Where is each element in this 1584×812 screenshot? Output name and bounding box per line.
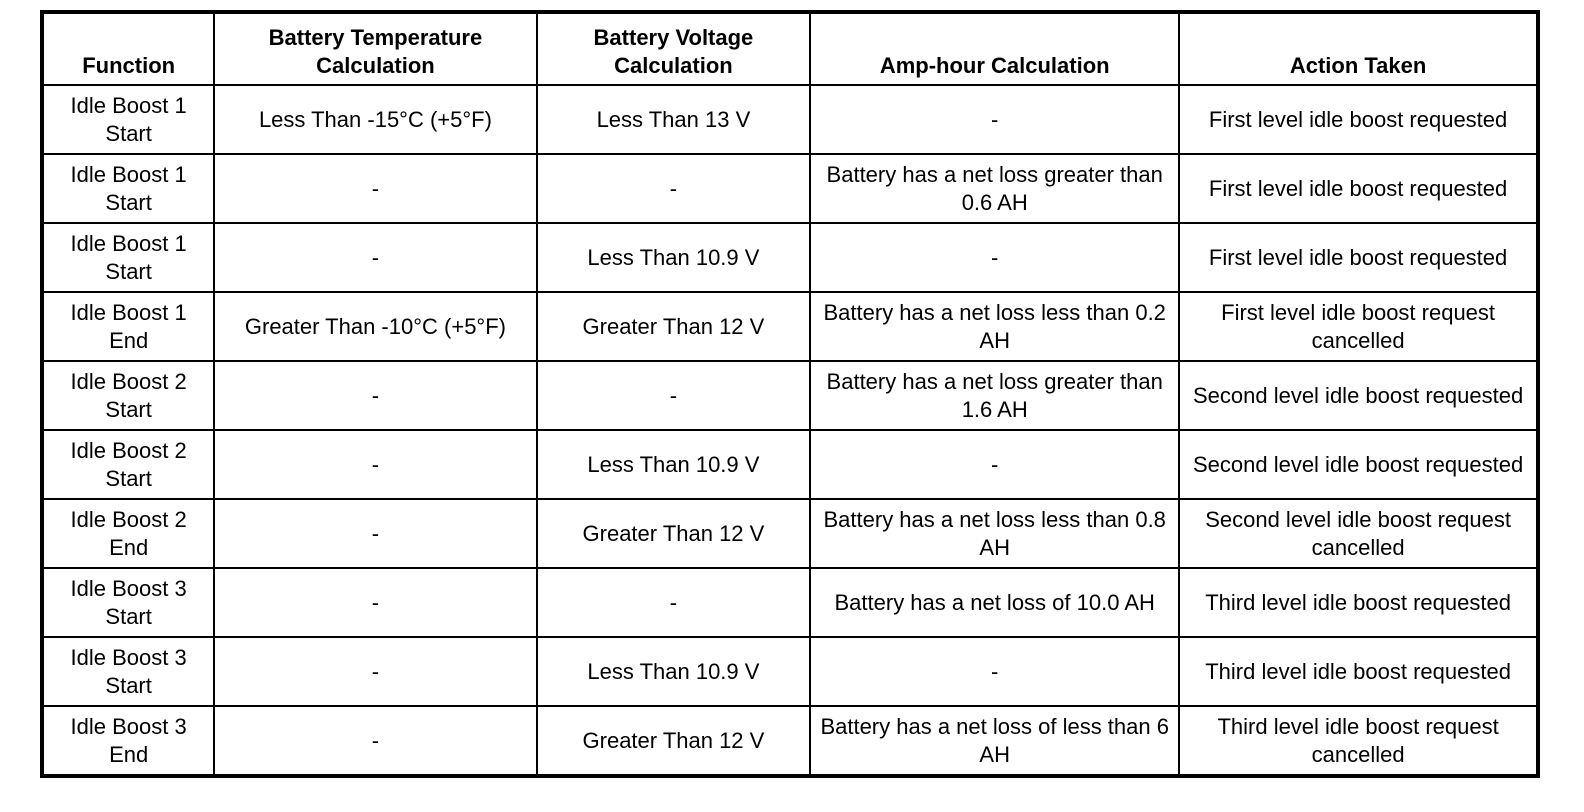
cell-amp-hour: Battery has a net loss of 10.0 AH (810, 568, 1179, 637)
cell-battery-voltage: Greater Than 12 V (537, 499, 811, 568)
cell-function: Idle Boost 1 Start (42, 85, 214, 154)
table-row (42, 361, 1538, 430)
table-row (42, 499, 1538, 568)
cell-action-taken: Third level idle boost requested (1179, 568, 1538, 637)
cell-amp-hour: Battery has a net loss less than 0.8 AH (810, 499, 1179, 568)
cell-battery-temperature: - (214, 637, 536, 706)
cell-amp-hour: Battery has a net loss greater than 1.6 AH (810, 361, 1179, 430)
cell-function: Idle Boost 1 Start (42, 223, 214, 292)
table-row (42, 154, 1538, 223)
header-function: Function (42, 12, 214, 85)
cell-battery-temperature: Less Than -15°C (+5°F) (214, 85, 536, 154)
cell-battery-voltage: Less Than 10.9 V (537, 430, 811, 499)
cell-battery-temperature: Greater Than -10°C (+5°F) (214, 292, 536, 361)
cell-amp-hour: - (810, 223, 1179, 292)
header-battery-temperature: Battery Temperature Calculation (214, 12, 536, 85)
cell-battery-temperature: - (214, 706, 536, 776)
cell-battery-temperature: - (214, 499, 536, 568)
cell-amp-hour: - (810, 637, 1179, 706)
cell-battery-voltage: Less Than 10.9 V (537, 223, 811, 292)
cell-battery-voltage: Greater Than 12 V (537, 292, 811, 361)
idle-boost-table (40, 10, 1540, 778)
cell-battery-voltage: - (537, 568, 811, 637)
cell-battery-temperature: - (214, 430, 536, 499)
cell-action-taken: Second level idle boost request cancelled (1179, 499, 1538, 568)
table-row (42, 706, 1538, 776)
cell-amp-hour: Battery has a net loss less than 0.2 AH (810, 292, 1179, 361)
cell-function: Idle Boost 3 End (42, 706, 214, 776)
cell-battery-voltage: Less Than 10.9 V (537, 637, 811, 706)
cell-battery-voltage: - (537, 361, 811, 430)
table-row (42, 223, 1538, 292)
cell-function: Idle Boost 3 Start (42, 637, 214, 706)
cell-amp-hour: Battery has a net loss greater than 0.6 AH (810, 154, 1179, 223)
cell-battery-voltage: Greater Than 12 V (537, 706, 811, 776)
cell-action-taken: First level idle boost request cancelled (1179, 292, 1538, 361)
table-header-row (42, 12, 1538, 85)
cell-action-taken: First level idle boost requested (1179, 85, 1538, 154)
cell-action-taken: First level idle boost requested (1179, 154, 1538, 223)
cell-battery-voltage: Less Than 13 V (537, 85, 811, 154)
cell-function: Idle Boost 2 Start (42, 361, 214, 430)
table-row (42, 85, 1538, 154)
cell-action-taken: Second level idle boost requested (1179, 430, 1538, 499)
cell-action-taken: Third level idle boost request cancelled (1179, 706, 1538, 776)
header-amp-hour: Amp-hour Calculation (810, 12, 1179, 85)
header-battery-voltage: Battery Voltage Calculation (537, 12, 811, 85)
cell-amp-hour: Battery has a net loss of less than 6 AH (810, 706, 1179, 776)
header-action-taken: Action Taken (1179, 12, 1538, 85)
cell-battery-temperature: - (214, 154, 536, 223)
cell-function: Idle Boost 1 Start (42, 154, 214, 223)
cell-action-taken: First level idle boost requested (1179, 223, 1538, 292)
cell-battery-voltage: - (537, 154, 811, 223)
cell-function: Idle Boost 2 Start (42, 430, 214, 499)
cell-function: Idle Boost 2 End (42, 499, 214, 568)
cell-battery-temperature: - (214, 568, 536, 637)
idle-boost-table-container (40, 10, 1540, 778)
cell-battery-temperature: - (214, 223, 536, 292)
cell-function: Idle Boost 3 Start (42, 568, 214, 637)
cell-amp-hour: - (810, 430, 1179, 499)
table-row (42, 292, 1538, 361)
cell-action-taken: Second level idle boost requested (1179, 361, 1538, 430)
table-row (42, 430, 1538, 499)
cell-amp-hour: - (810, 85, 1179, 154)
table-row (42, 568, 1538, 637)
table-row (42, 637, 1538, 706)
cell-function: Idle Boost 1 End (42, 292, 214, 361)
cell-action-taken: Third level idle boost requested (1179, 637, 1538, 706)
cell-battery-temperature: - (214, 361, 536, 430)
